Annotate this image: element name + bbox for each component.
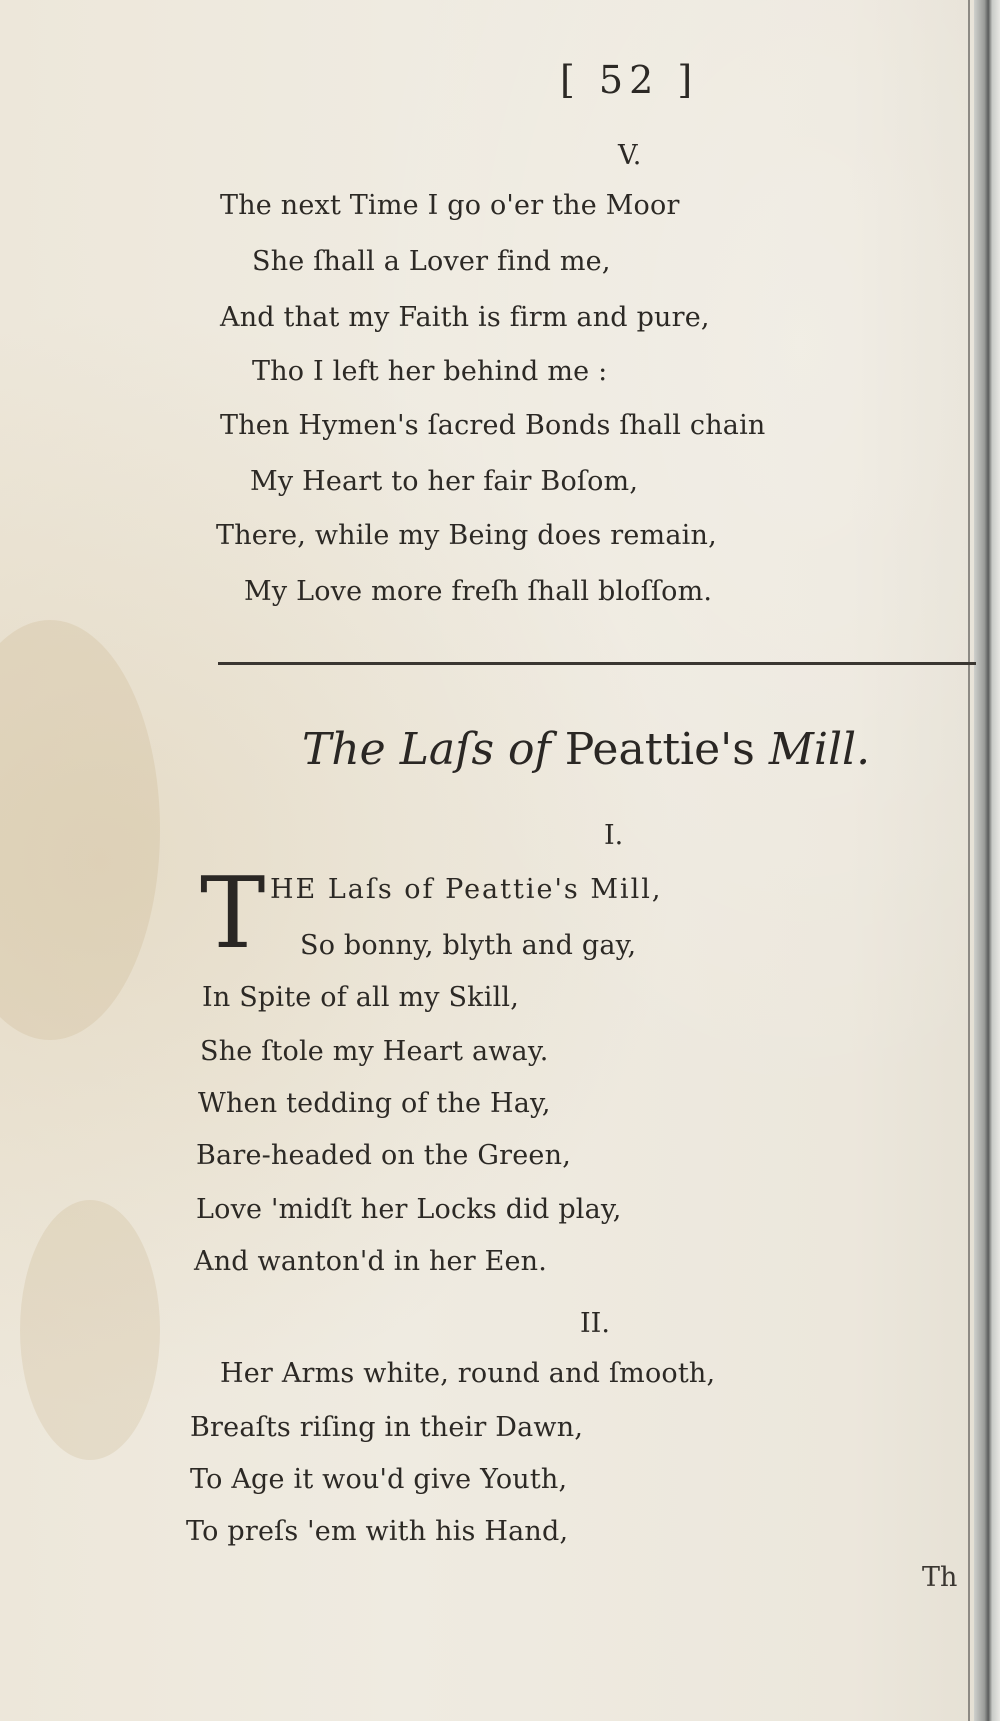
verse-line: In Spite of all my Skill, (202, 982, 520, 1013)
section-rule (218, 662, 976, 665)
verse-line: There, while my Being does remain, (216, 520, 717, 551)
binding-shadow (974, 0, 1000, 1721)
verse-line: The next Time I go o'er the Moor (220, 190, 680, 221)
verse-line: So bonny, blyth and gay, (300, 930, 637, 961)
verse-line: Her Arms white, round and ſmooth, (220, 1358, 716, 1389)
catch-word: Th (922, 1562, 958, 1593)
verse-line: Love 'midſt her Locks did play, (196, 1194, 622, 1225)
stanza-numeral: I. (604, 820, 624, 851)
paper-stain (0, 620, 160, 1040)
verse-line: Breaſts riſing in their Dawn, (190, 1412, 584, 1443)
binding-edge (968, 0, 970, 1721)
drop-cap: T (200, 857, 266, 971)
stanza-numeral: V. (618, 140, 642, 171)
verse-line: She ſtole my Heart away. (200, 1036, 549, 1067)
paper-stain (20, 1200, 160, 1460)
verse-line: To preſs 'em with his Hand, (186, 1516, 569, 1547)
song-title-italic: The Laſs of (302, 724, 551, 775)
verse-line: And wanton'd in her Een. (194, 1246, 548, 1277)
verse-line: Tho I left her behind me : (252, 356, 608, 387)
song-title (302, 724, 870, 775)
verse-line: To Age it wou'd give Youth, (190, 1464, 568, 1495)
verse-line: When tedding of the Hay, (198, 1088, 551, 1119)
verse-line: HE Laſs of Peattie's Mill, (270, 874, 663, 905)
verse-line: My Love more freſh ſhall bloſſom. (244, 576, 713, 607)
page-number: [ 52 ] (560, 58, 699, 102)
verse-line (220, 410, 766, 441)
verse-line-part: Then Hymen's ſacred Bonds ſhall chain (220, 410, 766, 441)
verse-line: My Heart to her fair Boſom, (250, 466, 639, 497)
stanza-numeral: II. (580, 1308, 610, 1339)
song-title-italic: Mill. (768, 724, 871, 775)
verse-line: And that my Faith is firm and pure, (220, 302, 710, 333)
verse-line: She ſhall a Lover find me, (252, 246, 611, 277)
song-title-roman: Peattie's (564, 724, 755, 775)
verse-line: Bare-headed on the Green, (196, 1140, 571, 1171)
